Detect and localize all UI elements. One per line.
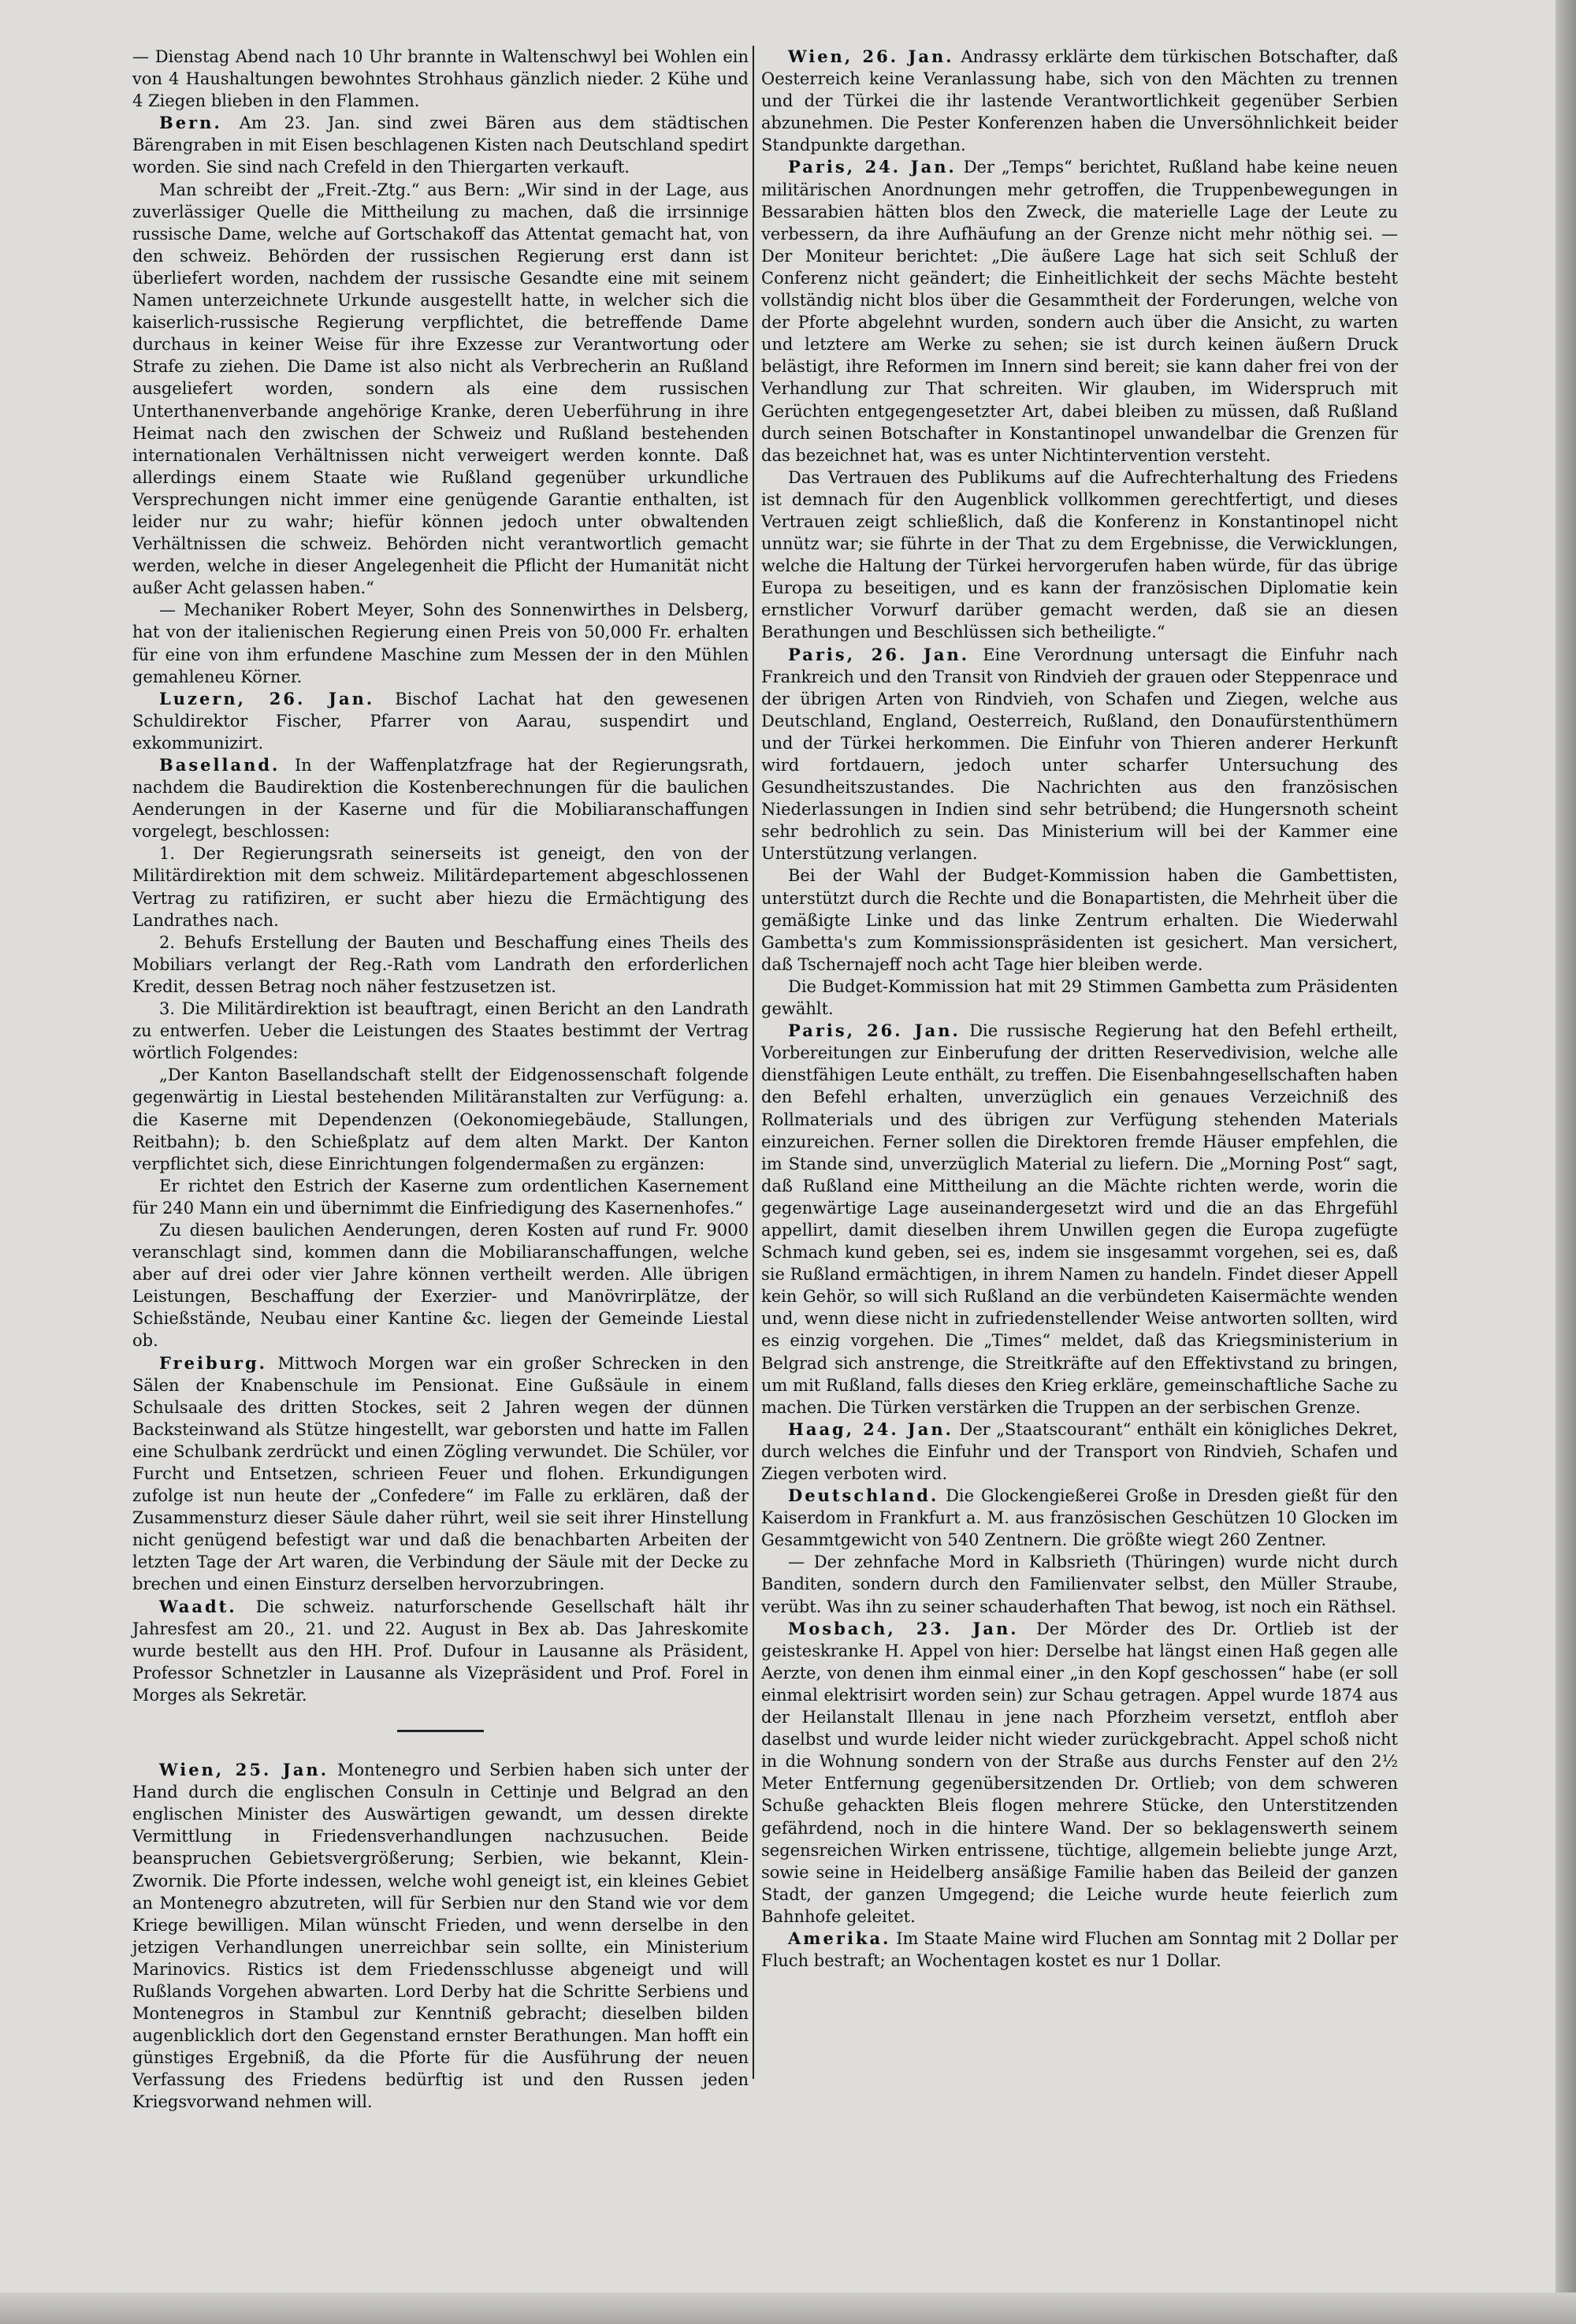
- paragraph-russian-lady: [132, 179, 749, 600]
- paragraph-text: Die Glockengießerei Große in Dresden gießt für den Kaiserdom in Frankfurt a. M. aus französischen Geschützen 10 Glocken im Gesammtgewicht von 540 Zentnern. Die größte wiegt 260 Zentner.: [761, 1486, 1398, 1550]
- paragraph-text: — Mechaniker Robert Meyer, Sohn des Sonnenwirthes in Delsberg, hat von der italienischen Regierung einen Preis von 50,000 Fr. erhalten für eine von ihm erfundene Maschine zum Messen der in den Mühlen gemahleneu Körner.: [132, 601, 749, 686]
- paragraph-wien-26: [761, 46, 1398, 156]
- paragraph-contract-quote: [132, 1064, 749, 1174]
- paragraph-text: Man schreibt der „Freit.-Ztg.“ aus Bern: „Wir sind in der Lage, aus zuverlässiger Quelle die Mittheilung zu machen, daß die irrsinnige russische Dame, welche auf Gortschakoff das Attentat gemacht hat, von den schweiz. Behörden der russischen Regierung erst dann ist überliefert worden, nachdem der russische Gesandte eine mit seinem Namen unterzeichnete Urkunde ausgestellt hatte, in welcher sich die kaiserlich-russische Regierung verpflichtet, die betreffende Dame durchaus in keiner Weise für ihre Exzesse zur Verantwortung oder Strafe zu ziehen. Die Dame ist also nicht als Verbrecherin an Rußland ausgeliefert worden, sondern als eine dem russischen Unterthanenverbande angehörige Kranke, deren Ueberführung in ihre Heimat nach den zwischen der Schweiz und Rußland bestehenden internationalen Verhältnissen nicht verweigert werden konnte. Daß allerdings einem Staate wie Rußland gegenüber urkundliche Versprechungen nicht immer eine genügende Garantie enthalten, ist leider nur zu wahr; hiefür können jedoch unter obwaltenden Verhältnissen die schweiz. Behörden nicht verantwortlich gemacht werden, welche in dieser Angelegenheit die Pflicht der Humanität nicht außer Acht gelassen haben.“: [132, 180, 749, 598]
- paragraph-text: — Der zehnfache Mord in Kalbsrieth (Thüringen) wurde nicht durch Banditen, sondern durch den Familienvater selbst, den Müller Straube, verübt. Was ihn zu seiner schauderhaften That bewog, ist noch ein Räthsel.: [761, 1552, 1398, 1616]
- paragraph-text: „Der Kanton Basellandschaft stellt der Eidgenossenschaft folgende gegenwärtig in Liestal bestehenden Militäranstalten zur Verfügung: a. die Kaserne mit Dependenzen (Oekonomiegebäude, Stallungen, Reitbahn); b. den Schießplatz auf dem alten Markt. Der Kanton verpflichtet sich, diese Einrichtungen folgendermaßen zu ergänzen:: [132, 1065, 749, 1173]
- paragraph-text: Montenegro und Serbien haben sich unter der Hand durch die englischen Consuln in Cettinje und Belgrad an den englischen Minister des Auswärtigen gewandt, um dessen direkte Vermittlung in Friedensverhandlungen nachzusuchen. Beide beanspruchen Gebietsvergrößerung; Serbien, wie bekannt, Klein-Zwornik. Die Pforte indessen, welche wohl geneigt ist, ein kleines Gebiet an Montenegro abzutreten, will für Serbien nur den Stand wie vor dem Kriege bewilligen. Milan wünscht Frieden, und wenn derselbe in den jetzigen Verhandlungen unerreichbar sein sollte, ein Ministerium Marinovics. Ristics ist dem Friedensschlusse abgeneigt und will Rußlands Vorgehen abwarten. Lord Derby hat die Schritte Serbiens und Montenegros in Stambul zur Kenntniß gebracht; dieselben bilden augenblicklich dort den Gegenstand ernster Berathungen. Man hofft ein günstiges Ergebniß, da die Pforte für die Ausführung der neuen Verfassung des Friedens bedürftig ist und den Russen jeden Kriegsvorwand nehmen will.: [132, 1761, 749, 2112]
- dateline: Freiburg.: [159, 1352, 267, 1373]
- dateline: Paris, 24. Jan.: [788, 157, 957, 177]
- paragraph-text: 2. Behufs Erstellung der Bauten und Beschaffung eines Theils des Mobiliars verlangt der Reg.-Rath vom Landrath den erforderlichen Kredit, dessen Betrag noch näher festzusetzen ist.: [132, 932, 749, 996]
- paragraph-text: — Dienstag Abend nach 10 Uhr brannte in Waltenschwyl bei Wohlen ein von 4 Haushaltungen bewohntes Strohhaus gänzlich nieder. 2 Kühe und 4 Ziegen blieben in den Flammen.: [132, 47, 749, 111]
- paragraph-paris-24: [761, 156, 1398, 466]
- paragraph-contract-quote: [132, 1175, 749, 1219]
- dateline: Paris, 26. Jan.: [788, 1021, 961, 1041]
- paragraph-paris-26-russia: [761, 1020, 1398, 1419]
- dateline: Mosbach, 23. Jan.: [788, 1618, 1019, 1638]
- dateline: Bern.: [159, 113, 222, 133]
- dateline: Luzern, 26. Jan.: [159, 688, 375, 708]
- paragraph-meyer-prize: [132, 599, 749, 687]
- dateline: Wien, 25. Jan.: [159, 1760, 329, 1780]
- paragraph-budget-commission: [761, 865, 1398, 975]
- list-item: [132, 842, 749, 931]
- dateline: Deutschland.: [788, 1486, 939, 1506]
- column-rule: [753, 46, 754, 2079]
- paragraph-text: 1. Der Regierungsrath seinerseits ist geneigt, den von der Militärdirektion mit dem schweiz. Militärdepartement abgeschlossenen Vertrag zu ratifiziren, er sucht aber hiezu die Ermächtigung des Landrathes nach.: [132, 844, 749, 930]
- left-column: [132, 46, 749, 2112]
- paragraph-text: Der Mörder des Dr. Ortlieb ist der geisteskranke H. Appel von hier: Derselbe hat längst einen Haß gegen alle Aerzte, von denen ihm einmal einer „in den Kopf geschossen“ habe (er soll einmal elektrisirt worden sein) zur Schau getragen. Appel wurde 1874 aus der Heilanstalt Illenau in jene nach Pforzheim versetzt, entfloh aber daselbst und wurde leider nicht wieder zurückgebracht. Appel schoß nicht in die Wohnung sondern von der Straße aus durchs Fenster auf den 2½ Meter Entfernung gegenübersitzenden Dr. Ortlieb; von dem schweren Schuße gehackten Bleis flogen mehrere Stücke, den Unterstitzenden gefährdend, noch in die hintere Wand. Der so beklagenswerth seinem segensreichen Wirken entrissene, tüchtige, allgemein beliebte junge Arzt, sowie seine in Heidelberg ansäßige Familie haben das Beileid der ganzen Stadt, der ganzen Umgegend; die Leiche wurde heute feierlich zum Bahnhofe geleitet.: [761, 1619, 1398, 1926]
- paragraph-text: Im Staate Maine wird Fluchen am Sonntag mit 2 Dollar per Fluch bestraft; an Wochentagen kostet es nur 1 Dollar.: [761, 1928, 1398, 1971]
- paragraph-kalbsrieth: [761, 1551, 1398, 1617]
- paragraph-haag: [761, 1419, 1398, 1485]
- paragraph-text: Am 23. Jan. sind zwei Bären aus dem städtischen Bärengraben in mit Eisen beschlagenen Kisten nach Deutschland spedirt worden. Sie sind nach Crefeld in den Thiergarten verkauft.: [132, 113, 749, 177]
- paragraph-deutschland: [761, 1485, 1398, 1551]
- paragraph-bern-bears: [132, 112, 749, 178]
- paragraph-text: Die Budget-Kommission hat mit 29 Stimmen Gambetta zum Präsidenten gewählt.: [761, 976, 1398, 1019]
- paragraph-text: Die russische Regierung hat den Befehl ertheilt, Vorbereitungen zur Einberufung der dritten Reservedivision, welche alle dienstfähigen Leute enthält, zu treffen. Die Eisenbahngesellschaften haben den Befehl erhalten, unverzüglich ein genaues Verzeichniß des Rollmaterials und des übrigen zur Verfügung stehenden Materials einzureichen. Ferner sollen die Direktoren fremde Häuser empfehlen, die im Stande sind, unverzüglich Material zu liefern. Die „Morning Post“ sagt, daß Rußland eine Mittheilung an die Mächte richten werde, worin die gegenwärtige Lage auseinandergesetzt wird und die an das Ehrgefühl appellirt, damit dieselben ihrem Unwillen gegen die Europa zugefügte Schmach kund geben, sei es, indem sie insgesammt vorgehen, sei es, daß sie Rußland ermächtigen, in ihrem Namen zu handeln. Findet dieser Appell kein Gehör, so will sich Rußland an die verbündeten Kaisermächte wenden und, wenn diese nicht in zufriedenstellender Weise antworten sollten, wird es einzig vorgehen. Die „Times“ meldet, daß das Kriegsministerium in Belgrad sich anstrenge, die Streitkräfte auf den Effektivstand zu bringen, um mit Rußland, falls dieses den Krieg erkläre, gemeinschaftliche Sache zu machen. Die Türken verstärken die Truppen an der serbischen Grenze.: [761, 1021, 1398, 1417]
- dateline: Haag, 24. Jan.: [788, 1419, 953, 1439]
- paragraph-text: 3. Die Militärdirektion ist beauftragt, einen Bericht an den Landrath zu entwerfen. Ueber die Leistungen des Staates bestimmt der Vertrag wörtlich Folgendes:: [132, 999, 749, 1063]
- page-bottom-edge: [0, 2292, 1576, 2324]
- paragraph-waadt: [132, 1596, 749, 1706]
- list-item: [132, 998, 749, 1064]
- dateline: Wien, 26. Jan.: [788, 46, 954, 66]
- paragraph-gambetta: [761, 976, 1398, 1020]
- paragraph-text: Das Vertrauen des Publikums auf die Aufrechterhaltung des Friedens ist demnach für den Augenblick vollkommen gerechtfertigt, und dieses Vertrauen zeigt schließlich, daß die Konferenz in Konstantinopel nicht unnütz war; sie führte in der That zu dem Ergebnisse, die Verwicklungen, welche die Haltung der Türkei hervorgerufen haben würde, für das übrige Europa zu beseitigen, und es kann der französischen Diplomatie kein ernstlicher Vorwurf darüber gemacht werden, daß sie an diesen Berathungen und Beschlüssen sich betheiligte.“: [761, 467, 1398, 642]
- dateline: Waadt.: [159, 1596, 237, 1616]
- list-item: [132, 931, 749, 998]
- paragraph-text: Bischof Lachat hat den gewesenen Schuldirektor Fischer, Pfarrer von Aarau, suspendirt und exkommunizirt.: [132, 689, 749, 753]
- paragraph-text: Der „Temps“ berichtet, Rußland habe keine neuen militärischen Anordnungen mehr getroffen, die Truppenbewegungen in Bessarabien hätten blos den Zweck, die materielle Lage der Leute zu verbessern, da ihre Aufhäufung an der Grenze nicht mehr nöthig sei. — Der Moniteur berichtet: „Die äußere Lage hat sich seit Schluß der Conferenz nicht geändert; die Einheitlichkeit der sechs Mächte besteht vollständig nicht blos über die Gesammtheit der Forderungen, welche von der Pforte abgelehnt wurden, sondern auch über die Ansicht, zu warten und letztere am Werke zu sehen; sie ist durch keinen äußern Druck belästigt, ihre Reformen im Innern sind bereit; sie kann daher frei von der Verhandlung zur That schreiten. Wir glauben, im Widerspruch mit Gerüchten entgegengesetzter Art, dabei bleiben zu müssen, daß Rußland durch seinen Botschafter in Konstantinopel unwandelbar die Grenzen für das bezeichnet hat, was es unter Nichtintervention versteht.: [761, 158, 1398, 465]
- paragraph-text: Eine Verordnung untersagt die Einfuhr nach Frankreich und den Transit von Rindvieh der grauen oder Steppenrace und der übrigen Arten von Rindvieh, von Schafen und Ziegen, welche aus Deutschland, England, Oesterreich, Rußland, den Donaufürstenthümern und der Türkei herkommen. Die Einfuhr von Thieren anderer Herkunft wird fortdauern, jedoch unter scharfer Untersuchung des Gesundheitszustandes. Die Nachrichten aus den französischen Niederlassungen in Indien sind sehr betrübend; die Hungersnoth scheint sehr bedrohlich zu sein. Das Ministerium will bei der Kammer eine Unterstützung verlangen.: [761, 645, 1398, 864]
- section-divider: [397, 1730, 484, 1732]
- paragraph-text: Mittwoch Morgen war ein großer Schrecken in den Sälen der Knabenschule im Pensionat. Eine Gußsäule in einem Schulsaale des dritten Stockes, seit 2 Jahren wegen der dünnen Backsteinwand als Stütze hingestellt, war geborsten und hatte im Fallen eine Schulbank zerdrückt und einen Zögling verwundet. Die Schüler, vor Furcht und Entsetzen, schrieen Feuer und flohen. Erkundigungen zufolge ist nun heute der „Confedere“ im Falle zu erklären, daß der Zusammensturz dieser Säule daher rührt, weil sie seit ihrer Hinstellung nicht genügend befestigt war und daß die benachbarten Arbeiten der letzten Tage der Art waren, die Verbindung der Säule mit der Decke zu brechen und einen Einsturz derselben hervorzubringen.: [132, 1353, 749, 1594]
- paragraph-paris-26-cattle: [761, 644, 1398, 865]
- dateline: Baselland.: [159, 755, 281, 775]
- paragraph-freiburg: [132, 1352, 749, 1596]
- paragraph-text: Bei der Wahl der Budget-Kommission haben die Gambettisten, unterstützt durch die Rechte und die Bonapartisten, die Mehrheit über die gemäßigte Linke und das linke Zentrum erhalten. Die Wiederwahl Gambetta's zum Kommissionspräsidenten ist gesichert. Man versichert, daß Tschernajeff noch acht Tage hier bleiben werde.: [761, 866, 1398, 974]
- paragraph-costs: [132, 1219, 749, 1352]
- paragraph-text: Er richtet den Estrich der Kaserne zum ordentlichen Kasernement für 240 Mann ein und übernimmt die Einfriedigung des Kasernenhofes.“: [132, 1176, 749, 1218]
- dateline: Amerika.: [788, 1928, 891, 1948]
- page-edge-shadow: [1556, 0, 1576, 2324]
- paragraph-baselland: [132, 754, 749, 842]
- paragraph-mosbach: [761, 1618, 1398, 1928]
- paragraph-text: Die schweiz. naturforschende Gesellschaft hält ihr Jahresfest am 20., 21. und 22. August in Bex ab. Das Jahreskomite wurde bestellt aus den HH. Prof. Dufour in Lausanne als Präsident, Professor Schnetzler in Lausanne als Vizepräsident und Prof. Forel in Morges als Sekretär.: [132, 1597, 749, 1705]
- paragraph-text: Zu diesen baulichen Aenderungen, deren Kosten auf rund Fr. 9000 veranschlagt sind, kommen dann die Mobiliaranschaffungen, welche aber auf drei oder vier Jahre können vertheilt werden. Alle übrigen Leistungen, Beschaffung der Exerzier- und Manövrirplätze, der Schießstände, Neubau einer Kantine &c. liegen der Gemeinde Liestal ob.: [132, 1220, 749, 1351]
- paragraph-public-trust: [761, 467, 1398, 644]
- paragraph-waltenschwyl-fire: [132, 46, 749, 112]
- dateline: Paris, 26. Jan.: [788, 644, 970, 664]
- paragraph-text: Der „Staatscourant“ enthält ein königliches Dekret, durch welches die Einfuhr und der Transport von Rindvieh, Schafen und Ziegen verboten wird.: [761, 1419, 1398, 1483]
- paragraph-text: In der Waffenplatzfrage hat der Regierungsrath, nachdem die Baudirektion die Kostenberechnungen für die baulichen Aenderungen in der Kaserne und für die Mobiliaranschaffungen vorgelegt, beschlossen:: [132, 756, 749, 842]
- right-column: [761, 46, 1398, 2095]
- paragraph-amerika: [761, 1928, 1398, 1972]
- paragraph-luzern: [132, 688, 749, 754]
- paragraph-text: Andrassy erklärte dem türkischen Botschafter, daß Oesterreich keine Veranlassung habe, sich von den Mächten zu trennen und der Türkei die ihr lastende Verantwortlichkeit gegenüber Serbien abzunehmen. Die Pester Konferenzen haben die Unversöhnlichkeit beider Standpunkte dargethan.: [761, 47, 1398, 155]
- paragraph-wien-25: [132, 1759, 749, 2114]
